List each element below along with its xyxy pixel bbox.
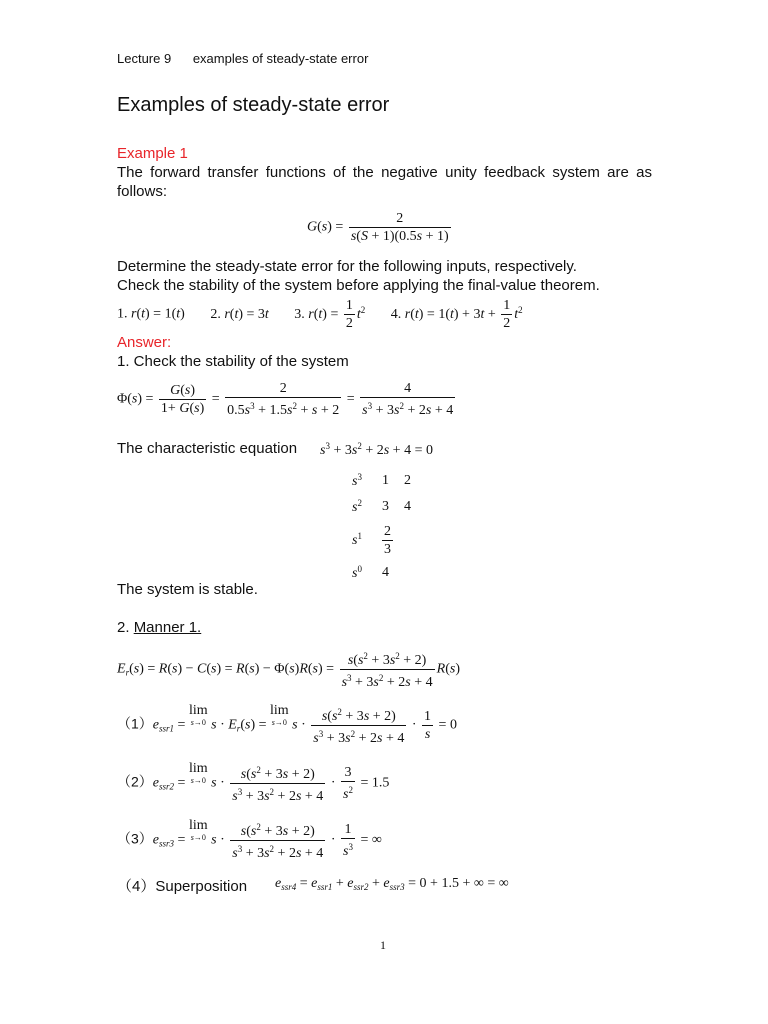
input-4: 4. r(t) = 1(t) + 3t + $\frac{1}{2}$ $t^2$ bbox=[390, 298, 523, 331]
char-eq-label: The characteristic equation bbox=[117, 440, 298, 457]
header-topic: examples of steady-state error bbox=[192, 51, 369, 66]
routh-table bbox=[352, 468, 411, 586]
header-lecture: Lecture 9 bbox=[117, 51, 172, 66]
input-3: 3. r(t) = $\frac{1}{2}$ $t^2$ bbox=[294, 298, 366, 331]
case-2-equation: $(2)e_{ssr2}$ = lim s→0 s · $\frac{s(s^2 + 3s + 2)}{s^3 + 3s^2 + 2s + 4}$ · $\frac{3}{s^2}$ = 1.5 bbox=[117, 761, 390, 804]
error-equation: $E_r(s) = R(s) - C(s) = R(s) - \Phi(s)R(s)$ = $\frac{s(s^2 + 3s^2 + 2)}{s^3 + 3s^2 + 2s + 4}$ R(s) bbox=[117, 648, 460, 691]
transfer-function-equation: G(s) = $\frac{2}{s(S + 1)(0.5s + 1)}$ bbox=[307, 211, 449, 244]
answer-label: Answer: bbox=[117, 334, 172, 351]
characteristic-equation: $s^3 + 3s^2 + 2s + 4 = 0$ bbox=[320, 441, 433, 458]
routh-row-s0: $s^0$ 4 bbox=[352, 564, 389, 581]
page-number: 1 bbox=[380, 938, 386, 952]
input-list bbox=[117, 297, 523, 332]
task-line-2: Check the stability of the system before applying the final-value theorem. bbox=[117, 277, 600, 294]
intro-text: The forward transfer functions of the negative unity feedback system are as follows: bbox=[117, 164, 652, 200]
example-label: Example 1 bbox=[117, 145, 188, 162]
page-title: Examples of steady-state error bbox=[117, 94, 390, 116]
input-1: 1. r(t) = 1(t) bbox=[117, 306, 185, 322]
routh-row-s2: $s^2$ 3 4 bbox=[352, 498, 411, 515]
step-1-heading: 1. Check the stability of the system bbox=[117, 353, 349, 370]
case-4-equation: $e_{ssr4} = e_{ssr1} + e_{ssr2} + e_{ssr3} = 0 + 1.5$ + ∞ = ∞ bbox=[275, 876, 509, 892]
case-4-label: （4）Superposition bbox=[117, 878, 248, 895]
input-2: 2. r(t) = 3t bbox=[210, 306, 269, 322]
manner-heading: 2. Manner 1. bbox=[117, 619, 202, 636]
case-3-equation: $(3)e_{ssr3}$ = lim s→0 s · $\frac{s(s^2 + 3s + 2)}{s^3 + 3s^2 + 2s + 4}$ · $\frac{1}{s^3}$ = ∞ bbox=[117, 818, 382, 861]
closed-loop-equation: Φ(s) = $\frac{G(s)}{1+ G(s)}$ = $\frac{2}{0.5s^3 + 1.5s^2 + s + 2}$ = $\frac{4}{s^3 + 3s^2 + 2s + 4}$ bbox=[117, 381, 454, 418]
case-1-equation: $(1)e_{ssr1}$ = lim s→0 $s \cdot E_r(s)$ = lim s→0 s · $\frac{s(s^2 + 3s + 2)}{s^3 + 3s^2 + 2s + 4}$ · $\frac{1}{s}$ = 0 bbox=[117, 703, 457, 746]
task-line-1: Determine the steady-state error for the following inputs, respectively. bbox=[117, 258, 577, 275]
stability-conclusion: The system is stable. bbox=[117, 581, 258, 598]
routh-row-s3: $s^3$ 1 2 bbox=[352, 472, 411, 489]
running-header bbox=[117, 51, 368, 66]
routh-row-s1: $s^1$ $\frac{2}{3}$ bbox=[352, 523, 391, 557]
